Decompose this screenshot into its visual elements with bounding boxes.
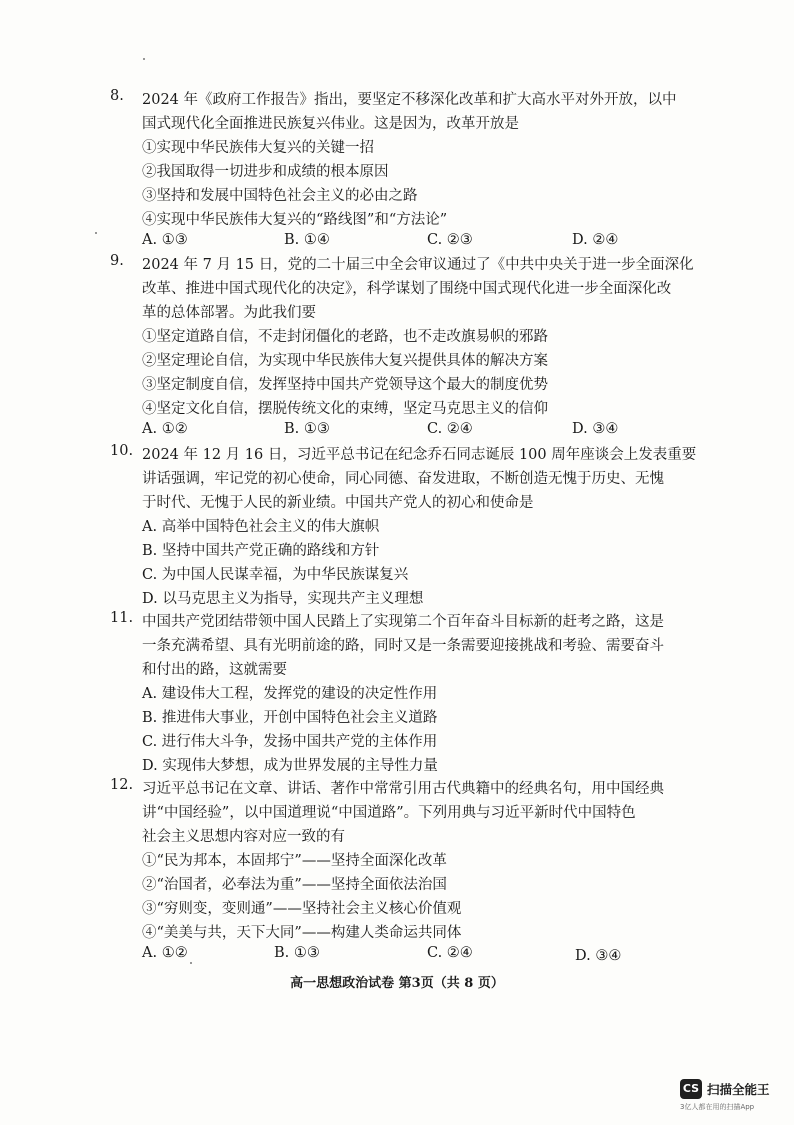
statement: ②我国取得一切进步和成绩的根本原因 <box>142 164 389 180</box>
choice-a: A. 高举中国特色社会主义的伟大旗帜 <box>142 519 380 535</box>
answer-options <box>142 232 670 254</box>
statement: ①实现中华民族伟大复兴的关键一招 <box>142 140 374 156</box>
option-a: A. ①③ <box>142 232 188 248</box>
answer-options <box>142 945 670 967</box>
scan-speck <box>95 232 97 234</box>
statement: ②“治国者，必奉法为重”——坚持全面依法治国 <box>142 877 447 893</box>
statement: ①坚定道路自信，不走封闭僵化的老路，也不走改旗易帜的邪路 <box>142 329 548 345</box>
option-b: B. ①④ <box>284 232 330 248</box>
question-stem-line: 讲话强调，牢记党的初心使命，同心同德、奋发进取，不断创造无愧于历史、无愧 <box>142 471 664 487</box>
page-footer: 高一思想政治试卷 第3页（共 8 页） <box>290 976 504 991</box>
scanner-watermark <box>680 1079 780 1115</box>
statement: ③“穷则变，变则通”——坚持社会主义核心价值观 <box>142 901 462 917</box>
statement: ③坚持和发展中国特色社会主义的必由之路 <box>142 188 418 204</box>
option-c: C. ②③ <box>427 232 473 248</box>
statement: ④“美美与共，天下大同”——构建人类命运共同体 <box>142 925 462 941</box>
statement: ④实现中华民族伟大复兴的“路线图”和“方法论” <box>142 212 448 228</box>
question-number: 12. <box>110 777 134 793</box>
statement: ④坚定文化自信，摆脱传统文化的束缚，坚定马克思主义的信仰 <box>142 401 548 417</box>
question-stem-line: 改革、推进中国式现代化的决定》，科学谋划了围绕中国式现代化进一步全面深化改 <box>142 281 672 297</box>
question-stem-line: 于时代、无愧于人民的新业绩。中国共产党人的初心和使命是 <box>142 495 534 511</box>
scanner-tagline: 3亿人都在用的扫描App <box>680 1103 755 1111</box>
choice-c: C. 为中国人民谋幸福，为中华民族谋复兴 <box>142 567 409 583</box>
question-stem-line: 一条充满希望、具有光明前途的路，同时又是一条需要迎接挑战和考验、需要奋斗 <box>142 638 664 654</box>
option-c: C. ②④ <box>427 945 473 961</box>
question-stem-line: 和付出的路，这就需要 <box>142 662 287 678</box>
answer-options <box>142 421 670 443</box>
question-stem-line: 2024 年 7 月 15 日，党的二十届三中全会审议通过了《中共中央关于进一步全面深化 <box>142 257 694 273</box>
choice-b: B. 推进伟大事业，开创中国特色社会主义道路 <box>142 710 438 726</box>
camscanner-logo-icon: CS <box>680 1079 702 1099</box>
question-stem-line: 革的总体部署。为此我们要 <box>142 305 316 321</box>
option-d: D. ③④ <box>572 421 619 437</box>
option-d: D. ②④ <box>572 232 619 248</box>
statement: ①“民为邦本，本固邦宁”——坚持全面深化改革 <box>142 853 447 869</box>
question-stem-line: 讲“中国经验”，以中国道理说“中国道路”。下列用典与习近平新时代中国特色 <box>142 805 636 821</box>
question-number: 11. <box>110 610 134 626</box>
option-a: A. ①② <box>142 421 188 437</box>
option-b: B. ①③ <box>284 421 330 437</box>
scanner-app-name: 扫描全能王 <box>707 1082 770 1097</box>
question-stem-line: 中国共产党团结带领中国人民踏上了实现第二个百年奋斗目标新的赶考之路，这是 <box>142 614 664 630</box>
question-stem-line: 国式现代化全面推进民族复兴伟业。这是因为，改革开放是 <box>142 116 519 132</box>
choice-b: B. 坚持中国共产党正确的路线和方针 <box>142 543 380 559</box>
question-number: 10. <box>110 443 134 459</box>
choice-d: D. 以马克思主义为指导，实现共产主义理想 <box>142 591 424 607</box>
option-c: C. ②④ <box>427 421 473 437</box>
choice-a: A. 建设伟大工程，发挥党的建设的决定性作用 <box>142 686 438 702</box>
option-a: A. ①② <box>142 945 188 961</box>
question-stem-line: 2024 年《政府工作报告》指出，要坚定不移深化改革和扩大高水平对外开放，以中 <box>142 92 677 108</box>
scan-speck <box>143 58 145 60</box>
choice-d: D. 实现伟大梦想，成为世界发展的主导性力量 <box>142 758 438 774</box>
statement: ②坚定理论自信，为实现中华民族伟大复兴提供具体的解决方案 <box>142 353 548 369</box>
option-b: B. ①③ <box>274 945 320 961</box>
question-number: 8. <box>110 88 124 104</box>
statement: ③坚定制度自信，发挥坚持中国共产党领导这个最大的制度优势 <box>142 377 548 393</box>
question-stem-line: 社会主义思想内容对应一致的有 <box>142 829 345 845</box>
question-number: 9. <box>110 253 124 269</box>
question-stem-line: 2024 年 12 月 16 日，习近平总书记在纪念乔石同志诞辰 100 周年座谈会上发表重要 <box>142 447 697 463</box>
question-stem-line: 习近平总书记在文章、讲话、著作中常常引用古代典籍中的经典名句，用中国经典 <box>142 781 664 797</box>
choice-c: C. 进行伟大斗争，发扬中国共产党的主体作用 <box>142 734 438 750</box>
option-d: D. ③④ <box>575 948 622 964</box>
